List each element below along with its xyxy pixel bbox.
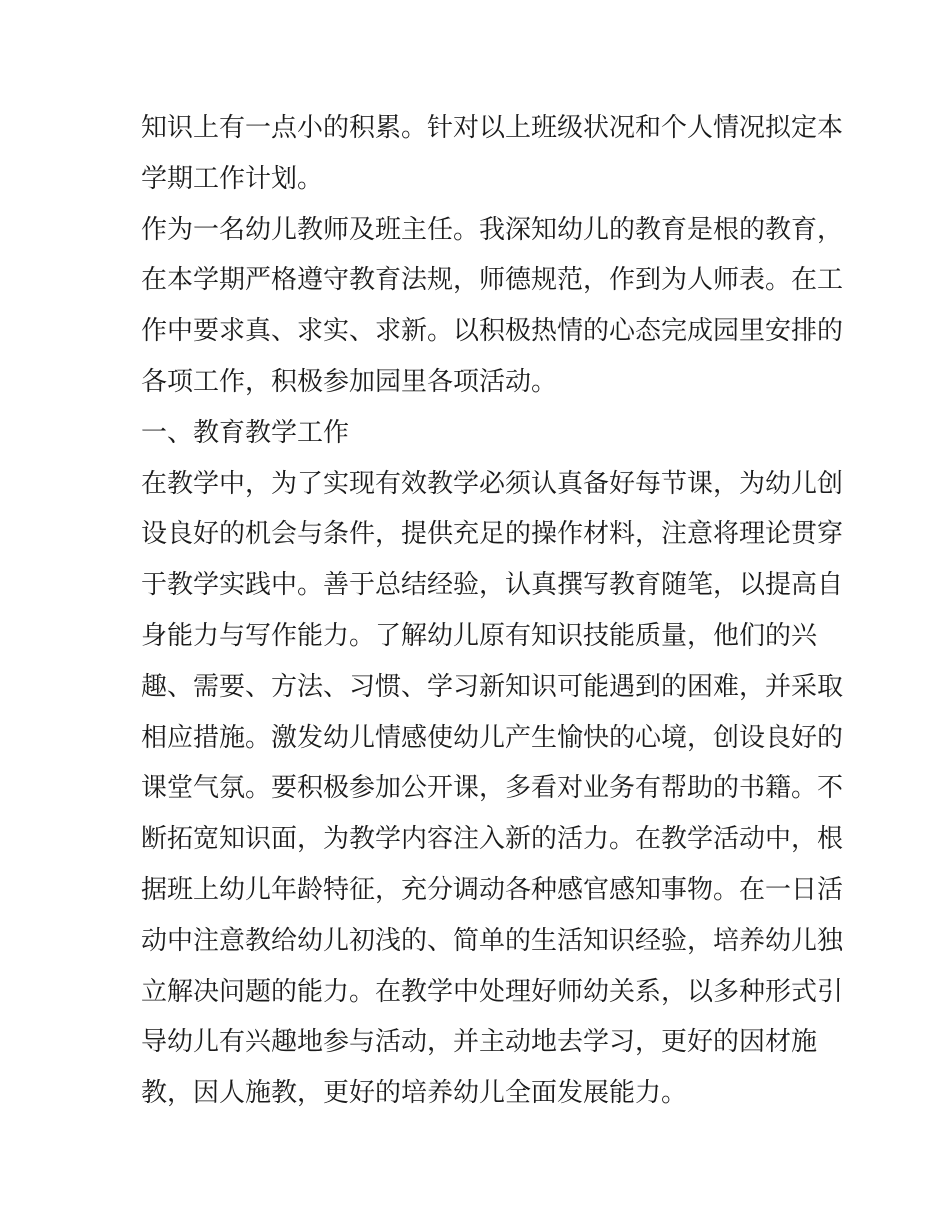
text-line: 知识上有一点小的积累。针对以上班级状况和个人情况拟定本: [141, 113, 844, 143]
section-heading: 一、教育教学工作: [141, 417, 350, 448]
text-line: 作中要求真、求实、求新。以积极热情的心态完成园里安排的: [141, 316, 844, 347]
text-line: 教，因人施教，更好的培养幼儿全面发展能力。: [141, 1078, 688, 1109]
text-line: 立解决问题的能力。在教学中处理好师幼关系，以多种形式引: [141, 976, 844, 1007]
text-line: 作为一名幼儿教师及班主任。我深知幼儿的教育是根的教育，: [141, 214, 844, 245]
text-line: 相应措施。激发幼儿情感使幼儿产生愉快的心境，创设良好的: [141, 722, 844, 753]
text-line: 设良好的机会与条件，提供充足的操作材料，注意将理论贯穿: [141, 519, 844, 550]
text-line: 各项工作，积极参加园里各项活动。: [141, 366, 558, 397]
text-line: 动中注意教给幼儿初浅的、简单的生活知识经验，培养幼儿独: [141, 925, 844, 956]
text-line: 学期工作计划。: [141, 163, 324, 194]
text-line: 身能力与写作能力。了解幼儿原有知识技能质量，他们的兴: [141, 620, 818, 651]
text-line: 断拓宽知识面，为教学内容注入新的活力。在教学活动中，根: [141, 824, 844, 855]
text-line: 于教学实践中。善于总结经验，认真撰写教育随笔，以提高自: [141, 570, 844, 601]
text-line: 导幼儿有兴趣地参与活动，并主动地去学习，更好的因材施: [141, 1027, 818, 1058]
text-line: 据班上幼儿年龄特征，充分调动各种感官感知事物。在一日活: [141, 874, 844, 905]
body-text: [141, 103, 844, 1119]
text-line: 在本学期严格遵守教育法规，师德规范，作到为人师表。在工: [141, 265, 844, 296]
text-line: 趣、需要、方法、习惯、学习新知识可能遇到的困难，并采取: [141, 671, 844, 702]
text-line: 课堂气氛。要积极参加公开课，多看对业务有帮助的书籍。不: [141, 773, 844, 804]
text-line: 在教学中，为了实现有效教学必须认真备好每节课，为幼儿创: [141, 468, 844, 499]
